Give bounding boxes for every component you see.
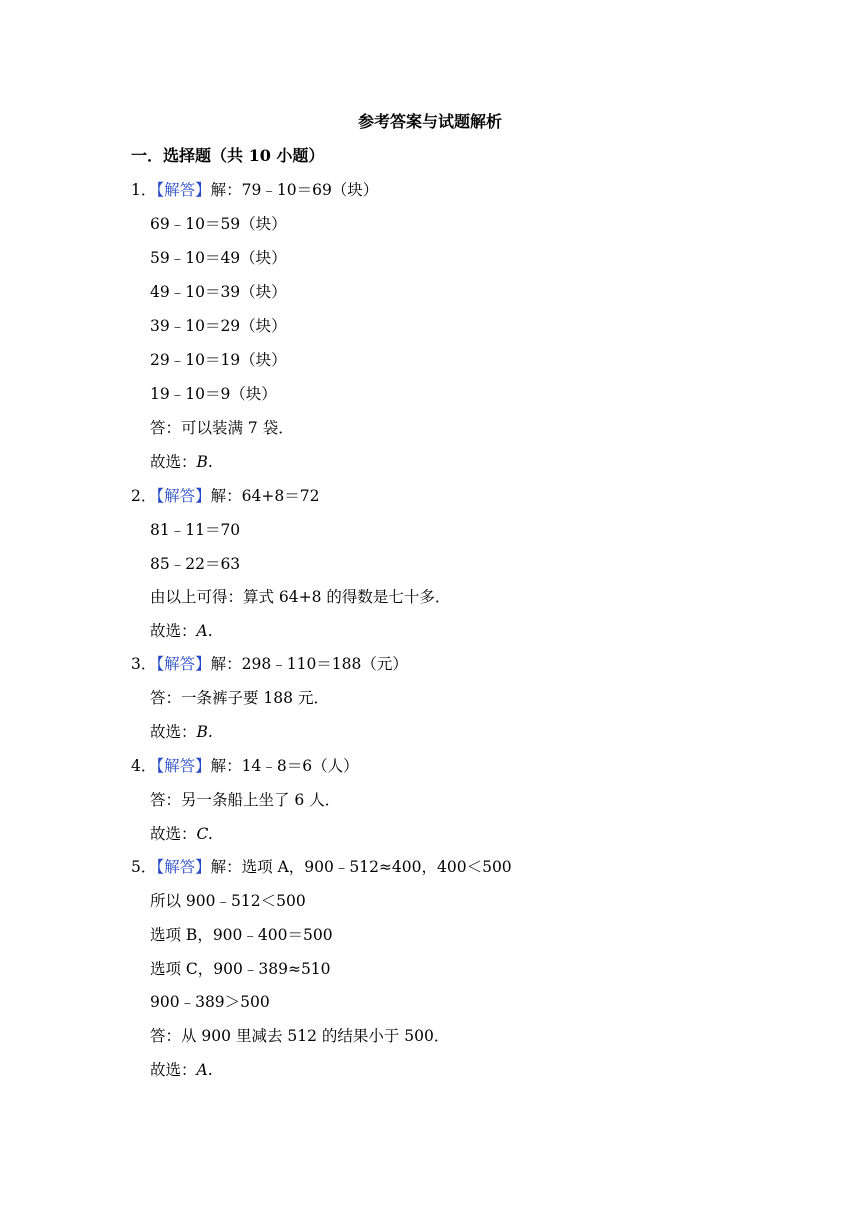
choice-prefix: 故选： [150, 1061, 197, 1079]
answer-line: 答：另一条船上坐了 6 人． [150, 791, 341, 809]
choice-prefix: 故选： [150, 622, 197, 640]
document-title: 参考答案与试题解析 [357, 112, 502, 131]
answer-line: 81﹣11＝70 [150, 521, 241, 539]
choice-letter: C. [196, 825, 213, 843]
question-4-first-line [131, 754, 359, 778]
answer-text: 解：选项 A，900﹣512≈400，400＜500 [210, 858, 512, 876]
choice-letter: A. [196, 1061, 213, 1079]
choice-letter: B. [196, 453, 213, 471]
question-number: 5． [131, 858, 157, 876]
answer-tag: 【解答】 [156, 858, 211, 876]
answer-line: 59﹣10＝49（块） [150, 249, 287, 267]
answer-tag: 【解答】 [156, 181, 211, 199]
answer-tag: 【解答】 [156, 655, 211, 673]
answer-line: 所以 900﹣512＜500 [150, 892, 306, 910]
choice-prefix: 故选： [150, 723, 197, 741]
question-5-first-line [131, 855, 512, 879]
answer-line: 69﹣10＝59（块） [150, 215, 287, 233]
question-3-first-line [131, 652, 408, 676]
answer-line: 85﹣22＝63 [150, 555, 241, 573]
answer-line: 由以上可得：算式 64+8 的得数是七十多． [150, 588, 451, 606]
choice-letter: B. [196, 723, 213, 741]
answer-text: 解：298﹣110＝188（元） [210, 655, 408, 673]
answer-text: 解：14﹣8＝6（人） [210, 757, 359, 775]
answer-text: 解：64+8＝72 [210, 487, 320, 505]
answer-line: 答：可以装满 7 袋． [150, 419, 294, 437]
answer-tag: 【解答】 [156, 757, 211, 775]
choice-prefix: 故选： [150, 825, 197, 843]
section-heading: 一．选择题（共 10 小题） [131, 146, 325, 165]
answer-line: 选项 B，900﹣400＝500 [150, 926, 333, 944]
answer-text: 解：79﹣10＝69（块） [210, 181, 379, 199]
answer-line: 选项 C，900﹣389≈510 [150, 960, 331, 978]
choice-prefix: 故选： [150, 453, 197, 471]
choice-letter: A. [196, 622, 213, 640]
answer-line: 49﹣10＝39（块） [150, 283, 287, 301]
question-number: 3． [131, 655, 157, 673]
answer-line: 39﹣10＝29（块） [150, 317, 287, 335]
question-2-first-line [131, 484, 319, 508]
question-1-first-line [131, 178, 378, 202]
choice-line [150, 720, 213, 744]
answer-line: 答：从 900 里减去 512 的结果小于 500． [150, 1027, 450, 1045]
question-number: 4． [131, 757, 157, 775]
choice-line [150, 822, 213, 846]
question-number: 2． [131, 487, 157, 505]
question-number: 1． [131, 181, 157, 199]
choice-line [150, 1058, 213, 1082]
choice-line [150, 450, 213, 474]
answer-tag: 【解答】 [156, 487, 211, 505]
answer-line: 19﹣10＝9（块） [150, 385, 277, 403]
answer-line: 29﹣10＝19（块） [150, 351, 287, 369]
answer-line: 900﹣389＞500 [150, 993, 270, 1011]
choice-line [150, 619, 213, 643]
answer-line: 答：一条裤子要 188 元． [150, 689, 329, 707]
